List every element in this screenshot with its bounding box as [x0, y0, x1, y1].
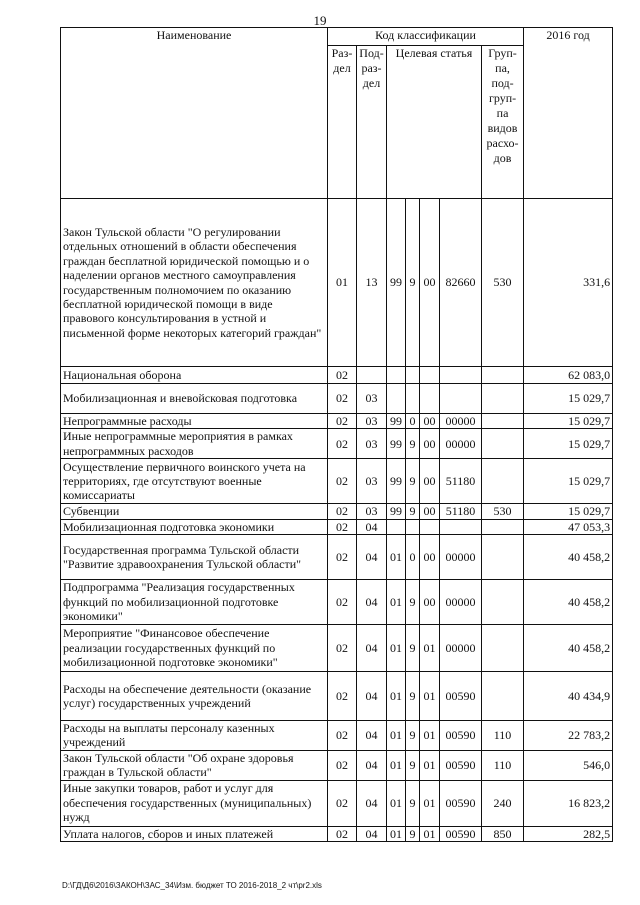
cell-target-subprogram: 9: [406, 429, 420, 459]
cell-target-event: [420, 519, 440, 534]
cell-target-subprogram: 9: [406, 720, 420, 750]
cell-expense-group: [482, 414, 524, 429]
table-row: [61, 384, 613, 414]
table-row: [61, 519, 613, 534]
cell-target-program: 01: [387, 579, 406, 624]
cell-razdel: 02: [328, 780, 357, 826]
cell-podrazdel: 04: [357, 624, 387, 671]
cell-expense-group: 850: [482, 826, 524, 841]
cell-expense-group: [482, 459, 524, 504]
table-row: [61, 367, 613, 384]
cell-podrazdel: 03: [357, 504, 387, 519]
cell-podrazdel: 04: [357, 720, 387, 750]
cell-expense-group: [482, 384, 524, 414]
cell-razdel: 02: [328, 384, 357, 414]
cell-sum-2016: 40 458,2: [524, 534, 613, 579]
cell-target-event: 00: [420, 579, 440, 624]
cell-target-subprogram: 9: [406, 624, 420, 671]
table-row: [61, 720, 613, 750]
table-row: [61, 780, 613, 826]
budget-table: [60, 27, 613, 842]
file-path-footer: D:\ГД\Д6\2016\ЗАКОН\ЗАС_34\Изм. бюджет ТО 2016-2018_2 чт\рr2.xls: [62, 881, 322, 890]
cell-target-program: [387, 384, 406, 414]
cell-name: Национальная оборона: [61, 367, 328, 384]
cell-target-event: 00: [420, 534, 440, 579]
cell-podrazdel: 13: [357, 199, 387, 367]
table-row: [61, 624, 613, 671]
cell-podrazdel: 03: [357, 414, 387, 429]
cell-target-subprogram: 9: [406, 504, 420, 519]
cell-target-event: 00: [420, 199, 440, 367]
cell-target-program: 01: [387, 624, 406, 671]
cell-razdel: 02: [328, 504, 357, 519]
cell-podrazdel: 03: [357, 384, 387, 414]
cell-target-direction: 00590: [440, 750, 482, 780]
cell-target-direction: [440, 519, 482, 534]
cell-target-program: 01: [387, 826, 406, 841]
cell-target-program: 01: [387, 720, 406, 750]
cell-target-event: 01: [420, 826, 440, 841]
cell-name: Уплата налогов, сборов и иных платежей: [61, 826, 328, 841]
cell-target-subprogram: [406, 384, 420, 414]
cell-sum-2016: 15 029,7: [524, 504, 613, 519]
cell-podrazdel: 04: [357, 579, 387, 624]
cell-target-direction: 00590: [440, 826, 482, 841]
cell-target-event: 01: [420, 720, 440, 750]
cell-target-event: 01: [420, 624, 440, 671]
header-year: 2016 год: [524, 28, 613, 199]
cell-target-program: 01: [387, 750, 406, 780]
cell-name: Закон Тульской области "О регулировании отдельных отношений в области обеспечения граждан бесплатной юридической помощью и о наделении органов местного самоуправления государственным полномочием по оказанию бесплатной юридической помощи в виде правового консультирования в устной и письменной форме некоторых категорий граждан": [61, 199, 328, 367]
cell-target-subprogram: 0: [406, 414, 420, 429]
cell-podrazdel: 04: [357, 780, 387, 826]
cell-podrazdel: 04: [357, 519, 387, 534]
cell-target-program: [387, 367, 406, 384]
cell-target-event: 00: [420, 429, 440, 459]
cell-razdel: 02: [328, 624, 357, 671]
cell-target-program: 99: [387, 414, 406, 429]
cell-expense-group: 110: [482, 720, 524, 750]
cell-target-event: 01: [420, 750, 440, 780]
cell-name: Государственная программа Тульской области "Развитие здравоохранения Тульской области": [61, 534, 328, 579]
cell-target-subprogram: [406, 367, 420, 384]
cell-target-direction: [440, 384, 482, 414]
cell-target-subprogram: 0: [406, 534, 420, 579]
cell-name: Мобилизационная подготовка экономики: [61, 519, 328, 534]
cell-sum-2016: 15 029,7: [524, 414, 613, 429]
cell-sum-2016: 40 434,9: [524, 671, 613, 720]
cell-podrazdel: 03: [357, 429, 387, 459]
cell-target-direction: 82660: [440, 199, 482, 367]
cell-expense-group: [482, 624, 524, 671]
cell-podrazdel: [357, 367, 387, 384]
cell-target-subprogram: 9: [406, 579, 420, 624]
cell-sum-2016: 22 783,2: [524, 720, 613, 750]
cell-razdel: 02: [328, 720, 357, 750]
cell-target-event: 00: [420, 504, 440, 519]
cell-target-subprogram: 9: [406, 459, 420, 504]
cell-target-subprogram: 9: [406, 826, 420, 841]
cell-expense-group: 240: [482, 780, 524, 826]
cell-target-direction: 51180: [440, 504, 482, 519]
cell-target-direction: 51180: [440, 459, 482, 504]
cell-name: Расходы на обеспечение деятельности (оказание услуг) государственных учреждений: [61, 671, 328, 720]
table-row: [61, 414, 613, 429]
cell-target-program: 99: [387, 429, 406, 459]
cell-target-subprogram: 9: [406, 750, 420, 780]
cell-expense-group: 530: [482, 199, 524, 367]
cell-target-direction: 00590: [440, 720, 482, 750]
cell-name: Субвенции: [61, 504, 328, 519]
table-row: [61, 199, 613, 367]
cell-razdel: 02: [328, 429, 357, 459]
cell-name: Осуществление первичного воинского учета на территориях, где отсутствуют военные комиссариаты: [61, 459, 328, 504]
table-row: [61, 429, 613, 459]
cell-target-program: 01: [387, 534, 406, 579]
cell-sum-2016: 15 029,7: [524, 459, 613, 504]
cell-razdel: 02: [328, 750, 357, 780]
cell-sum-2016: 47 053,3: [524, 519, 613, 534]
cell-sum-2016: 331,6: [524, 199, 613, 367]
cell-target-direction: 00000: [440, 429, 482, 459]
cell-target-event: [420, 384, 440, 414]
cell-name: Иные непрограммные мероприятия в рамках непрограммных расходов: [61, 429, 328, 459]
cell-sum-2016: 15 029,7: [524, 384, 613, 414]
cell-name: Подпрограмма "Реализация государственных функций по мобилизационной подготовке экономики": [61, 579, 328, 624]
cell-expense-group: 110: [482, 750, 524, 780]
page-number: 19: [313, 13, 327, 28]
cell-razdel: 02: [328, 519, 357, 534]
cell-target-direction: 00000: [440, 534, 482, 579]
cell-razdel: 02: [328, 459, 357, 504]
cell-target-event: 00: [420, 459, 440, 504]
table-row: [61, 504, 613, 519]
cell-target-program: 99: [387, 504, 406, 519]
cell-target-program: 99: [387, 199, 406, 367]
cell-sum-2016: 15 029,7: [524, 429, 613, 459]
cell-target-direction: 00590: [440, 671, 482, 720]
cell-target-program: [387, 519, 406, 534]
cell-expense-group: [482, 367, 524, 384]
header-target: Целевая статья: [387, 46, 482, 199]
table-row: [61, 579, 613, 624]
cell-name: Закон Тульской области "Об охране здоровья граждан в Тульской области": [61, 750, 328, 780]
cell-target-direction: 00590: [440, 780, 482, 826]
table-row: [61, 826, 613, 841]
cell-sum-2016: 282,5: [524, 826, 613, 841]
cell-target-program: 01: [387, 780, 406, 826]
cell-name: Расходы на выплаты персоналу казенных учреждений: [61, 720, 328, 750]
cell-razdel: 02: [328, 671, 357, 720]
cell-podrazdel: 04: [357, 826, 387, 841]
cell-razdel: 02: [328, 534, 357, 579]
cell-target-subprogram: 9: [406, 199, 420, 367]
cell-target-subprogram: 9: [406, 671, 420, 720]
cell-name: Иные закупки товаров, работ и услуг для обеспечения государственных (муниципальных) нужд: [61, 780, 328, 826]
cell-sum-2016: 40 458,2: [524, 579, 613, 624]
cell-target-program: 01: [387, 671, 406, 720]
table-row: [61, 671, 613, 720]
header-name: Наименование: [61, 28, 328, 199]
cell-razdel: 02: [328, 579, 357, 624]
cell-target-direction: 00000: [440, 624, 482, 671]
cell-target-subprogram: 9: [406, 780, 420, 826]
table-row: [61, 459, 613, 504]
cell-sum-2016: 62 083,0: [524, 367, 613, 384]
cell-sum-2016: 16 823,2: [524, 780, 613, 826]
cell-target-subprogram: [406, 519, 420, 534]
cell-target-event: 01: [420, 780, 440, 826]
cell-name: Мероприятие "Финансовое обеспечение реализации государственных функций по мобилизационной подготовке экономики": [61, 624, 328, 671]
cell-razdel: 02: [328, 414, 357, 429]
cell-razdel: 01: [328, 199, 357, 367]
cell-podrazdel: 04: [357, 750, 387, 780]
cell-expense-group: [482, 519, 524, 534]
cell-target-event: [420, 367, 440, 384]
cell-expense-group: [482, 579, 524, 624]
header-razdel: Раз- дел: [328, 46, 357, 199]
cell-expense-group: [482, 429, 524, 459]
cell-sum-2016: 546,0: [524, 750, 613, 780]
cell-target-direction: 00000: [440, 414, 482, 429]
cell-razdel: 02: [328, 826, 357, 841]
table-row: [61, 750, 613, 780]
cell-podrazdel: 04: [357, 671, 387, 720]
cell-sum-2016: 40 458,2: [524, 624, 613, 671]
header-group: Груп- па, под- груп- па видов расхо- дов: [482, 46, 524, 199]
cell-expense-group: [482, 671, 524, 720]
header-podrazdel: Под- раз- дел: [357, 46, 387, 199]
cell-target-direction: [440, 367, 482, 384]
cell-razdel: 02: [328, 367, 357, 384]
cell-name: Непрограммные расходы: [61, 414, 328, 429]
cell-target-event: 01: [420, 671, 440, 720]
cell-podrazdel: 04: [357, 534, 387, 579]
table-row: [61, 534, 613, 579]
cell-target-direction: 00000: [440, 579, 482, 624]
cell-podrazdel: 03: [357, 459, 387, 504]
cell-name: Мобилизационная и вневойсковая подготовка: [61, 384, 328, 414]
cell-expense-group: [482, 534, 524, 579]
header-classification: Код классификации: [328, 28, 524, 46]
cell-expense-group: 530: [482, 504, 524, 519]
cell-target-program: 99: [387, 459, 406, 504]
cell-target-event: 00: [420, 414, 440, 429]
